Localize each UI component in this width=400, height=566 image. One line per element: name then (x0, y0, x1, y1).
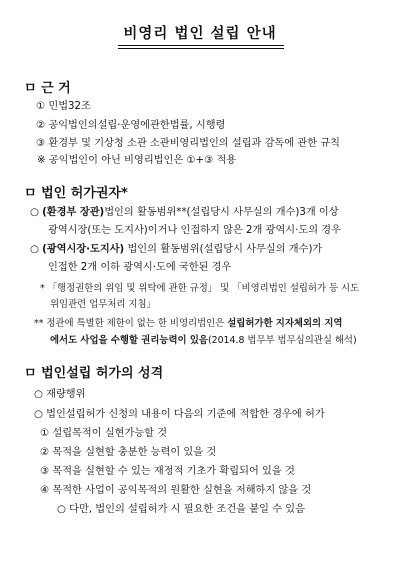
authority-item-1-text: 법인의 활동범위**(설립당시 사무실의 개수)3개 이상 (104, 207, 339, 218)
title-underline-top (118, 45, 284, 46)
authority-item-2-line2: 인접한 2개 이하 광역시·도에 국한된 경우 (48, 262, 232, 273)
basis-item-1: ① 민법32조 (36, 101, 91, 112)
title-underline-bottom (118, 48, 284, 49)
authority-note-1-line1: * 「행정권한의 위임 및 위탁에 관한 규정」 및 「비영리법인 설립허가 등 시도 (40, 283, 360, 294)
basis-item-2: ② 공익법인의설립·운영에관한법률, 시행령 (36, 120, 226, 131)
authority-note-1-line2: 위임관련 업무처리 지침」 (50, 299, 156, 310)
authority-item-1-line2: 광역시장(또는 도지사)이거나 인접하지 않은 2개 광역시·도의 경우 (48, 225, 341, 236)
criteria-item-1: ① 설립목적이 실현가능할 것 (40, 428, 168, 439)
basis-item-3: ③ 환경부 및 기상청 소관 소관비영리법인의 설립과 감독에 관한 규칙 (36, 138, 340, 149)
authority-item-1 (30, 203, 339, 218)
criteria-item-4: ④ 목적한 사업이 공익목적의 원활한 실현을 저해하지 않을 것 (40, 485, 312, 496)
nature-item-2: ○ 법인설립허가 신청의 내용이 다음의 기준에 적합한 경우에 허가 (34, 409, 325, 420)
authority-minister-label: (환경부 장관) (42, 207, 105, 218)
note-2-bold-text: 설립허가한 지자체외의 지역 (227, 318, 343, 329)
criteria-item-2: ② 목적을 실현할 충분한 능력이 있을 것 (40, 447, 217, 458)
authority-note-2-line1 (34, 315, 342, 329)
section-heading-basis: ㅁ 근 거 (24, 81, 71, 96)
page-title: 비영리 법인 설립 안내 (123, 26, 277, 42)
note-2-source: (2014.8 법무부 법무심의관실 해석) (207, 335, 357, 346)
authority-note-2-line2 (50, 332, 357, 346)
nature-condition: ○ 다만, 법인의 설립허가 시 필요한 조건을 붙일 수 있음 (57, 504, 305, 515)
note-2-bold-text-2: 에서도 사업을 수행할 권리능력이 있음 (50, 335, 208, 346)
nature-item-1: ○ 재량행위 (34, 389, 86, 400)
bullet: ○ (30, 244, 39, 255)
authority-item-2 (30, 240, 322, 255)
criteria-item-3: ③ 목적을 실현할 수 있는 재정적 기초가 확립되어 있을 것 (40, 466, 295, 477)
bullet: ○ (30, 207, 39, 218)
authority-mayor-label: (광역시장·도지사) (42, 244, 125, 255)
authority-item-2-text: 법인의 활동범위(설립당시 사무실의 개수)가 (127, 244, 323, 255)
note-2-text: ** 정관에 특별한 제한이 없는 한 비영리법인은 (34, 318, 228, 329)
basis-note: ※ 공익법인이 아닌 비영리법인은 ①+③ 적용 (37, 155, 237, 166)
section-heading-nature: ㅁ 법인설립 허가의 성격 (24, 366, 164, 381)
section-heading-authority: ㅁ 법인 허가권자* (24, 186, 128, 201)
